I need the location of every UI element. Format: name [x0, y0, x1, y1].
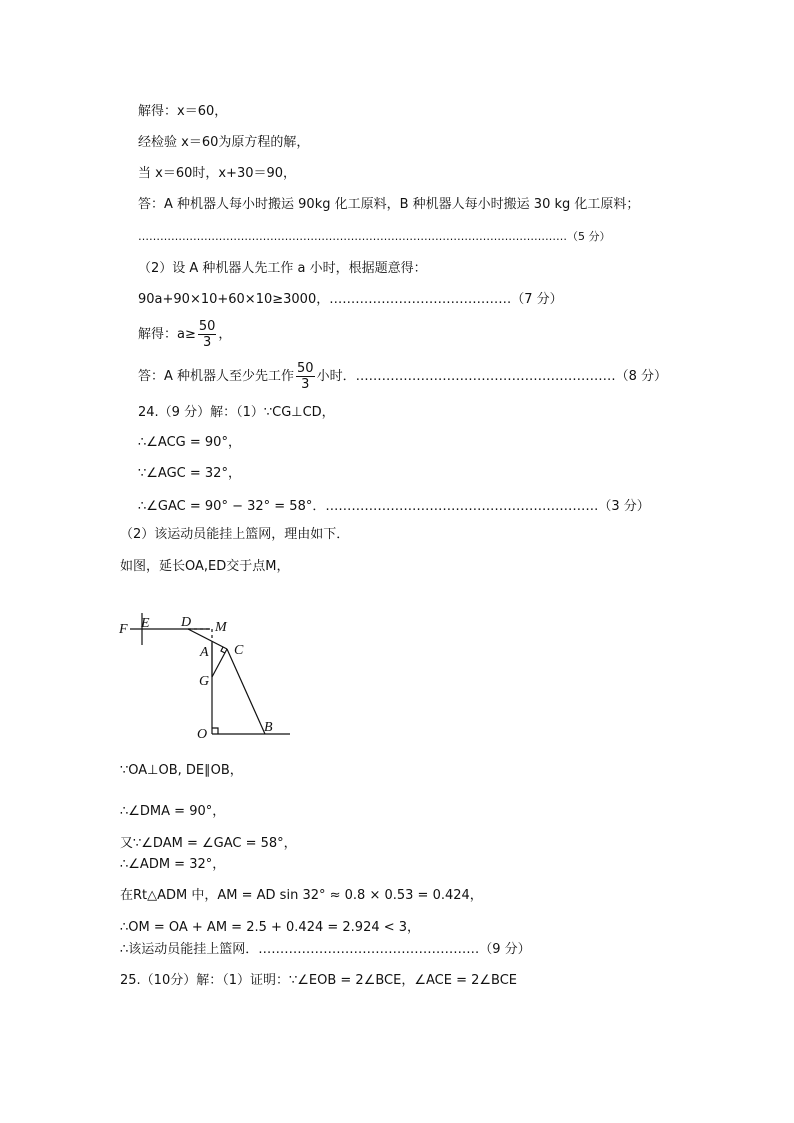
text-line: （2）该运动员能挂上篮网，理由如下． [120, 527, 350, 542]
problem-header: 24.（9 分）解：（1）∵CG⊥CD， [138, 405, 335, 420]
text-line: ∵∠AGC = 32°， [138, 466, 241, 481]
text-line: ∴OM = OA + AM = 2.5 + 0.424 = 2.924 < 3， [120, 920, 421, 935]
answer-prefix: 答：A 种机器人至少先工作 [138, 369, 295, 384]
answer-line [138, 360, 667, 394]
label-m: M [215, 620, 227, 635]
text-line: （2）设 A 种机器人先工作 a 小时，根据题意得： [138, 261, 427, 276]
text-line: 90a+90×10+60×10≥3000，……………………………………（7 分） [138, 292, 563, 307]
label-g: G [199, 674, 210, 689]
text-line: 当 x＝60时，x+30＝90， [138, 166, 297, 181]
solution-line [138, 318, 231, 352]
fraction-numerator: 50 [198, 319, 216, 334]
text-line: 在Rt△ADM 中，AM = AD sin 32° ≈ 0.8 × 0.53 = 0.424， [120, 888, 483, 903]
fraction-numerator: 50 [297, 361, 314, 376]
label-b: B [264, 720, 273, 735]
text-line: 答：A 种机器人每小时搬运 90kg 化工原料，B 种机器人每小时搬运 30 kg 化工原料； [138, 197, 640, 212]
fraction-denominator: 3 [301, 377, 310, 392]
text-line: 如图，延长OA,ED交于点M， [120, 559, 290, 574]
text-line: ∵OA⊥OB, DE∥OB， [120, 763, 243, 778]
text-line: ∴∠ADM = 32°， [120, 857, 226, 872]
segment-cb [227, 649, 265, 734]
text-line: ∴∠DMA = 90°， [120, 804, 226, 819]
text-line: 解得：x＝60， [138, 104, 228, 119]
solution-prefix: 解得：a≥ [138, 327, 196, 342]
label-d: D [181, 615, 192, 630]
label-c: C [234, 643, 244, 658]
problem-header: 25.（10分）解：（1）证明：∵∠EOB = 2∠BCE，∠ACE = 2∠BCE [120, 973, 518, 988]
text-line: ∴∠ACG = 90°， [138, 435, 241, 450]
label-a: A [200, 645, 209, 660]
text-line: ∴∠GAC = 90° − 32° = 58°．………………………………………………………（3 分） [138, 499, 650, 514]
right-angle-mark-o [212, 728, 218, 734]
solution-suffix: ， [218, 327, 232, 342]
answer-suffix: 小时．……………………………………………………（8 分） [316, 369, 667, 384]
geometry-figure [115, 605, 315, 755]
text-line: 经检验 x＝60为原方程的解， [138, 135, 310, 150]
fraction [198, 319, 217, 350]
fraction [296, 361, 315, 392]
label-o: O [197, 727, 208, 742]
text-line: 又∵∠DAM = ∠GAC = 58°， [120, 836, 297, 851]
fraction-denominator: 3 [202, 335, 212, 350]
score-line: ………………………………………………………………………………………………………（5 分） [138, 230, 611, 243]
text-line: ∴该运动员能挂上篮网．……………………………………………（9 分） [120, 942, 531, 957]
label-e: E [141, 616, 150, 631]
label-f: F [119, 622, 128, 637]
